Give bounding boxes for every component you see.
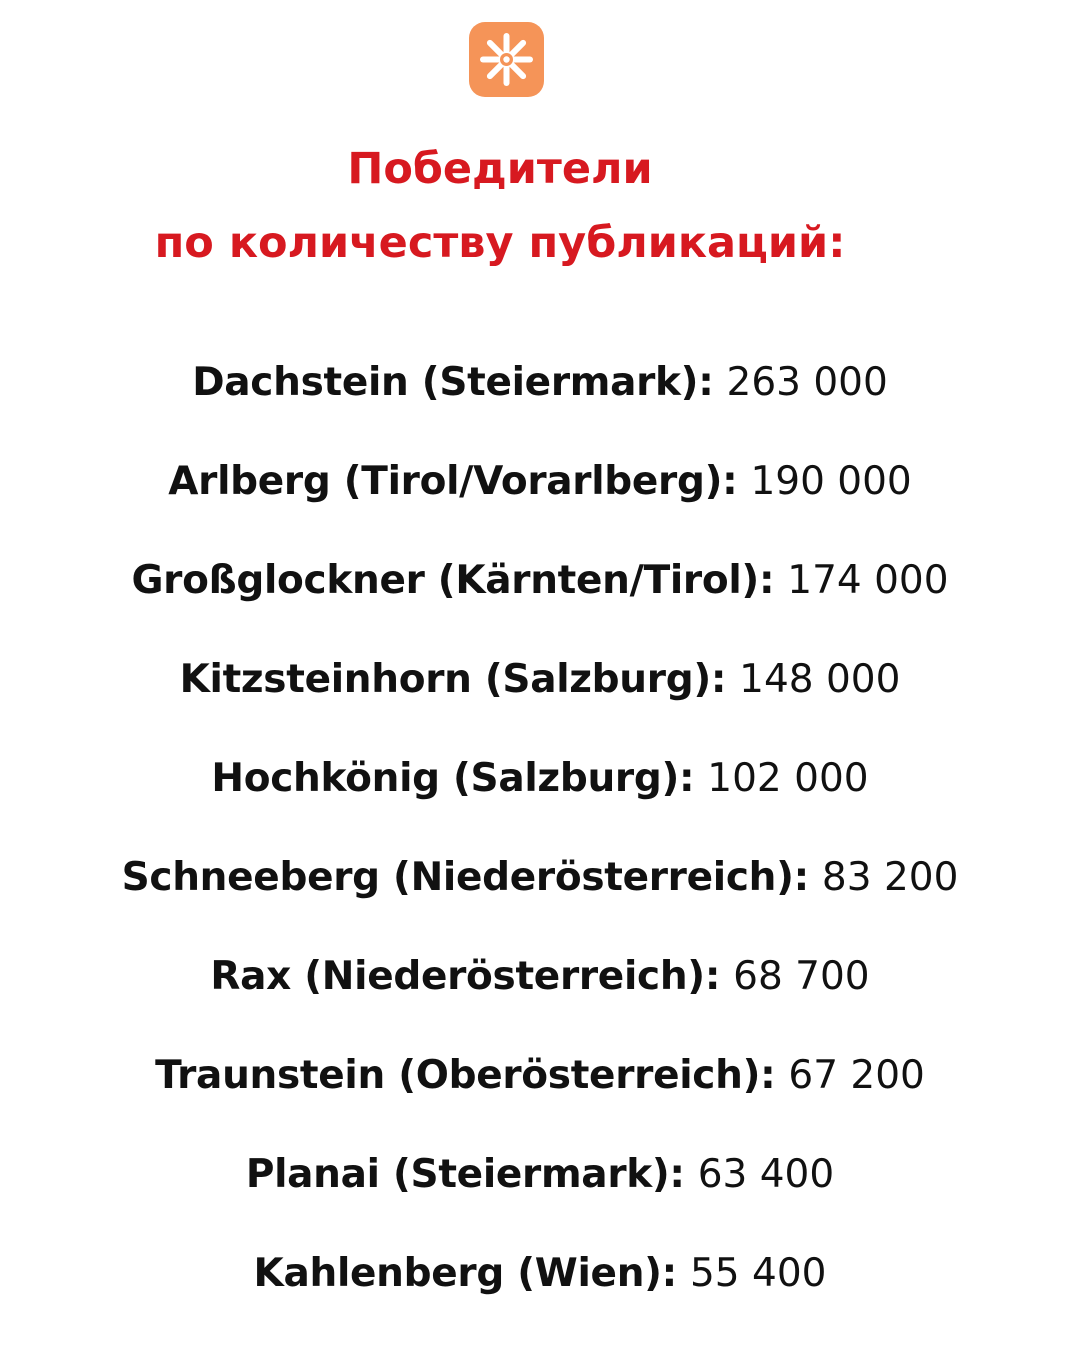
publication-count: 174 000 bbox=[787, 558, 949, 603]
publication-count: 83 200 bbox=[821, 855, 959, 900]
list-item bbox=[0, 850, 1080, 949]
list-item bbox=[0, 355, 1080, 454]
ranking-list bbox=[0, 355, 1080, 1345]
list-item bbox=[0, 751, 1080, 850]
mountain-name: Planai (Steiermark): bbox=[245, 1152, 685, 1197]
page-title-line2: по количеству публикаций: bbox=[154, 218, 846, 268]
publication-count: 55 400 bbox=[689, 1251, 827, 1296]
publication-count: 102 000 bbox=[707, 756, 869, 801]
list-item bbox=[0, 1246, 1080, 1345]
list-item bbox=[0, 1147, 1080, 1246]
logo-badge bbox=[469, 22, 544, 97]
mountain-name: Arlberg (Tirol/Vorarlberg): bbox=[168, 459, 738, 504]
mountain-name: Großglockner (Kärnten/Tirol): bbox=[131, 558, 775, 603]
publication-count: 190 000 bbox=[750, 459, 912, 504]
mountain-name: Dachstein (Steiermark): bbox=[192, 360, 714, 405]
mountain-name: Traunstein (Oberösterreich): bbox=[155, 1053, 776, 1098]
list-item bbox=[0, 454, 1080, 553]
mountain-name: Rax (Niederösterreich): bbox=[210, 954, 721, 999]
publication-count: 68 700 bbox=[733, 954, 870, 999]
mountain-name: Kitzsteinhorn (Salzburg): bbox=[179, 657, 727, 702]
mountain-name: Schneeberg (Niederösterreich): bbox=[121, 855, 809, 900]
mountain-name: Hochkönig (Salzburg): bbox=[211, 756, 695, 801]
list-item bbox=[0, 553, 1080, 652]
list-item bbox=[0, 1048, 1080, 1147]
publication-count: 67 200 bbox=[788, 1053, 925, 1098]
asterisk-icon bbox=[469, 22, 544, 97]
list-item bbox=[0, 652, 1080, 751]
page-title-line1: Победители bbox=[347, 144, 653, 194]
publication-count: 263 000 bbox=[726, 360, 888, 405]
publication-count: 148 000 bbox=[739, 657, 901, 702]
list-item bbox=[0, 949, 1080, 1048]
mountain-name: Kahlenberg (Wien): bbox=[253, 1251, 677, 1296]
publication-count: 63 400 bbox=[697, 1152, 835, 1197]
